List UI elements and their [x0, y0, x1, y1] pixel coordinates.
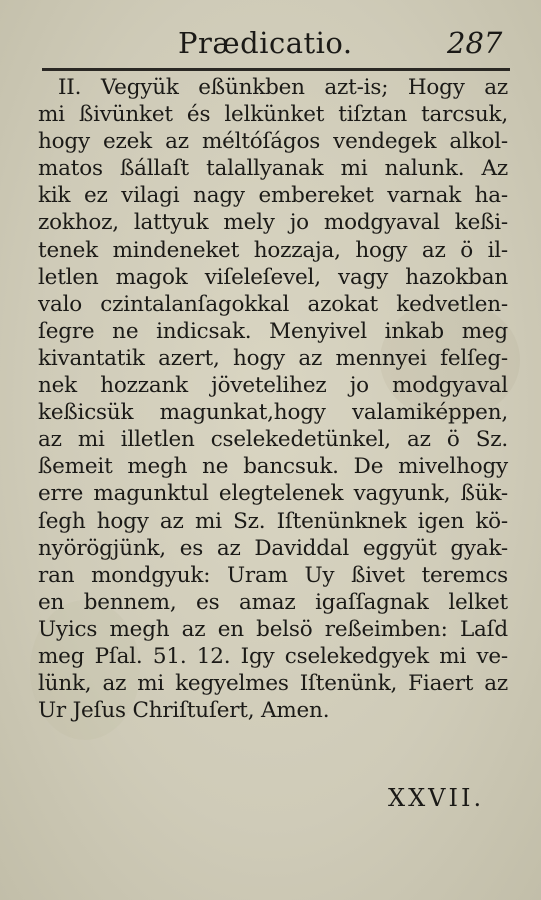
text-line: nyörögjünk, es az Daviddal eggyüt gyak- [38, 535, 508, 561]
text-line: ſegh hogy az mi Sz. Iſtenünknek igen kö- [38, 508, 508, 534]
body-text [38, 74, 508, 724]
text-line: Uyics megh az en belsö reßeimben: Laſd [38, 616, 508, 642]
text-line: ßemeit megh ne bancsuk. De mivelhogy [38, 454, 508, 480]
text-line: keßicsük magunkat,hogy valamiképpen, [38, 400, 508, 426]
text-line: hogy ezek az méltóſágos vendegek alkol- [38, 129, 508, 155]
text-line: zokhoz, lattyuk mely jo modgyaval keßi- [38, 210, 508, 236]
running-title: Prædicatio. [178, 26, 353, 60]
text-line: kivantatik azert, hogy az mennyei felſeg- [38, 345, 508, 371]
header-rule [42, 68, 510, 71]
text-line: meg Pſal. 51. 12. Igy cselekedgyek mi ve- [38, 643, 508, 669]
text-line: en bennem, es amaz igaſſagnak lelket [38, 589, 508, 615]
text-line: matos ßállaſt talallyanak mi nalunk. Az [38, 156, 508, 182]
text-line: tenek mindeneket hozzaja, hogy az ö il- [38, 237, 508, 263]
text-line: ran mondgyuk: Uram Uy ßivet teremcs [38, 562, 508, 588]
text-line: kik ez vilagi nagy embereket varnak ha- [38, 183, 508, 209]
text-line: Ur Jeſus Chriſtuſert, Amen. [38, 698, 330, 724]
text-line: II. Vegyük eßünkben azt-is; Hogy az [58, 75, 508, 100]
text-line: ſegre ne indicsak. Menyivel inkab meg [38, 318, 508, 344]
text-line: valo czintalanſagokkal azokat kedvetlen- [38, 291, 508, 317]
page-number: 287 [447, 26, 503, 60]
catchword: XXVII. [388, 784, 485, 812]
text-line: letlen magok viſeleſevel, vagy hazokban [38, 264, 508, 290]
text-line: mi ßivünket és lelkünket tiſztan tarcsuk, [38, 102, 508, 128]
running-head [0, 22, 541, 66]
text-line: nek hozzank jövetelihez jo modgyaval [38, 373, 508, 399]
text-line: erre magunktul elegtelenek vagyunk, ßük- [38, 481, 508, 507]
text-line: lünk, az mi kegyelmes Iſtenünk, Fiaert az [38, 671, 508, 697]
text-line: az mi illetlen cselekedetünkel, az ö Sz. [38, 427, 508, 453]
